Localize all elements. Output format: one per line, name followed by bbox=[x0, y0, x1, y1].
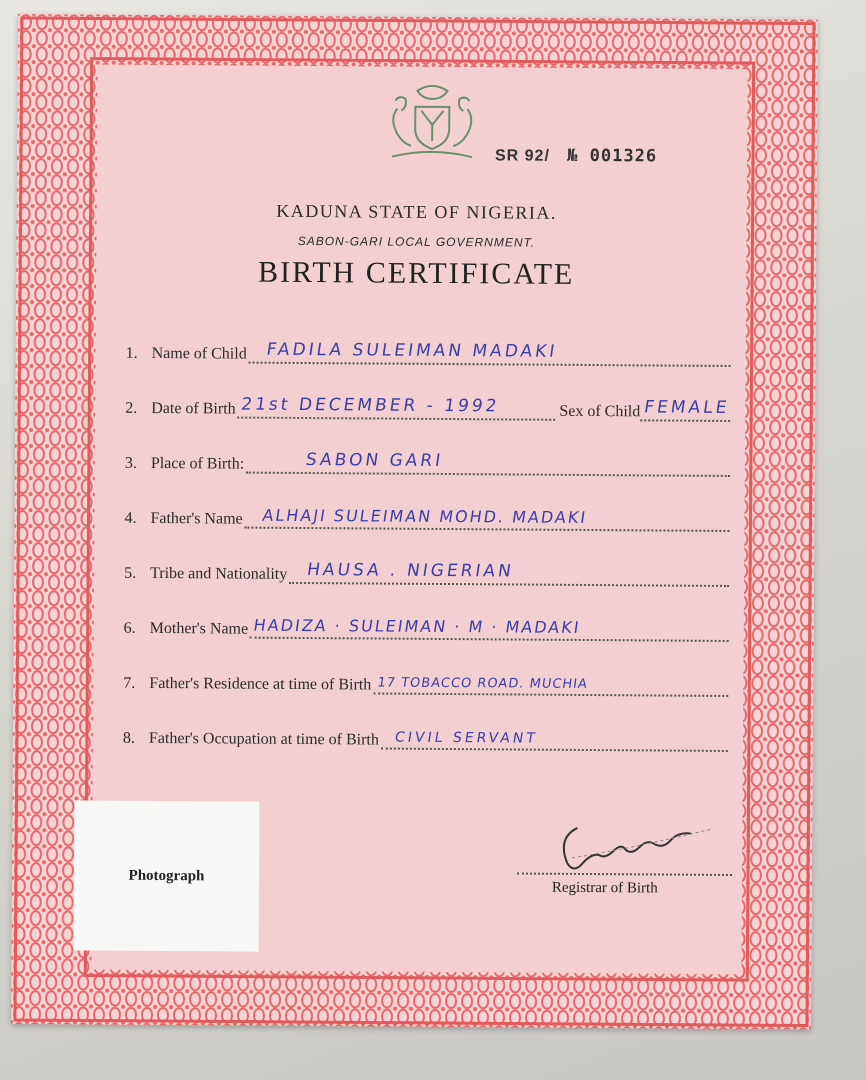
field-number: 6. bbox=[123, 619, 136, 637]
field-label: Father's Residence at time of Birth bbox=[149, 674, 372, 694]
photograph-box bbox=[73, 800, 259, 951]
photograph-label: Photograph bbox=[128, 867, 205, 884]
field-label: Date of Birth bbox=[151, 399, 236, 418]
field-number: 5. bbox=[124, 564, 137, 582]
field-value: 21st DECEMBER - 1992 bbox=[240, 394, 502, 417]
field-value-sex: FEMALE bbox=[642, 397, 731, 418]
field-line bbox=[381, 726, 728, 752]
field-label: Mother's Name bbox=[149, 619, 249, 638]
field-tribe-nationality bbox=[124, 557, 729, 587]
certificate-title: BIRTH CERTIFICATE bbox=[257, 255, 575, 291]
field-label-sex: Sex of Child bbox=[559, 402, 641, 421]
field-value: ALHAJI SULEIMAN MOHD. MADAKI bbox=[261, 505, 589, 527]
field-line bbox=[373, 670, 728, 696]
field-place-of-birth bbox=[125, 447, 730, 477]
field-label: Tribe and Nationality bbox=[150, 564, 288, 583]
field-label: Name of Child bbox=[151, 344, 247, 363]
serial-value: 001326 bbox=[589, 145, 658, 167]
field-line bbox=[249, 340, 731, 367]
field-fathers-occupation bbox=[123, 722, 728, 752]
state-name: KADUNA STATE OF NIGERIA. bbox=[276, 200, 557, 223]
field-line bbox=[238, 395, 556, 421]
field-number: 2. bbox=[125, 399, 138, 417]
field-label: Father's Occupation at time of Birth bbox=[148, 729, 379, 749]
field-value: HAUSA . NIGERIAN bbox=[305, 560, 516, 582]
field-line bbox=[250, 615, 729, 642]
field-number: 4. bbox=[124, 509, 137, 527]
field-fathers-residence bbox=[123, 667, 728, 697]
field-date-of-birth bbox=[125, 392, 730, 422]
field-number: 1. bbox=[125, 344, 138, 362]
field-mothers-name bbox=[124, 612, 729, 642]
field-line bbox=[245, 505, 730, 532]
field-value: SABON GARI bbox=[304, 450, 445, 471]
field-number: 3. bbox=[124, 454, 137, 472]
field-value: FADILA SULEIMAN MADAKI bbox=[265, 339, 559, 362]
field-label: Place of Birth: bbox=[150, 454, 245, 473]
field-value: HADIZA · SULEIMAN · M · MADAKI bbox=[252, 615, 583, 637]
field-number: 7. bbox=[123, 674, 136, 692]
registrar-signature bbox=[532, 808, 732, 879]
number-sign: № bbox=[567, 145, 579, 166]
field-value: CIVIL SERVANT bbox=[393, 729, 539, 747]
field-value: 17 TOBACCO ROAD. MUCHIA bbox=[376, 675, 589, 692]
serial-number bbox=[495, 145, 657, 166]
birth-certificate bbox=[11, 14, 818, 1030]
serial-prefix: SR 92/ bbox=[494, 147, 551, 165]
field-label: Father's Name bbox=[150, 509, 243, 528]
field-line bbox=[246, 450, 730, 477]
local-government-name: SABON-GARI LOCAL GOVERNMENT. bbox=[297, 233, 536, 250]
registrar-label: Registrar of Birth bbox=[551, 879, 658, 897]
coat-of-arms-icon bbox=[377, 79, 488, 170]
field-line bbox=[289, 560, 729, 587]
field-line-sex bbox=[640, 397, 730, 422]
field-name-of-child bbox=[126, 337, 731, 367]
field-number: 8. bbox=[122, 729, 136, 747]
field-fathers-name bbox=[124, 502, 729, 532]
